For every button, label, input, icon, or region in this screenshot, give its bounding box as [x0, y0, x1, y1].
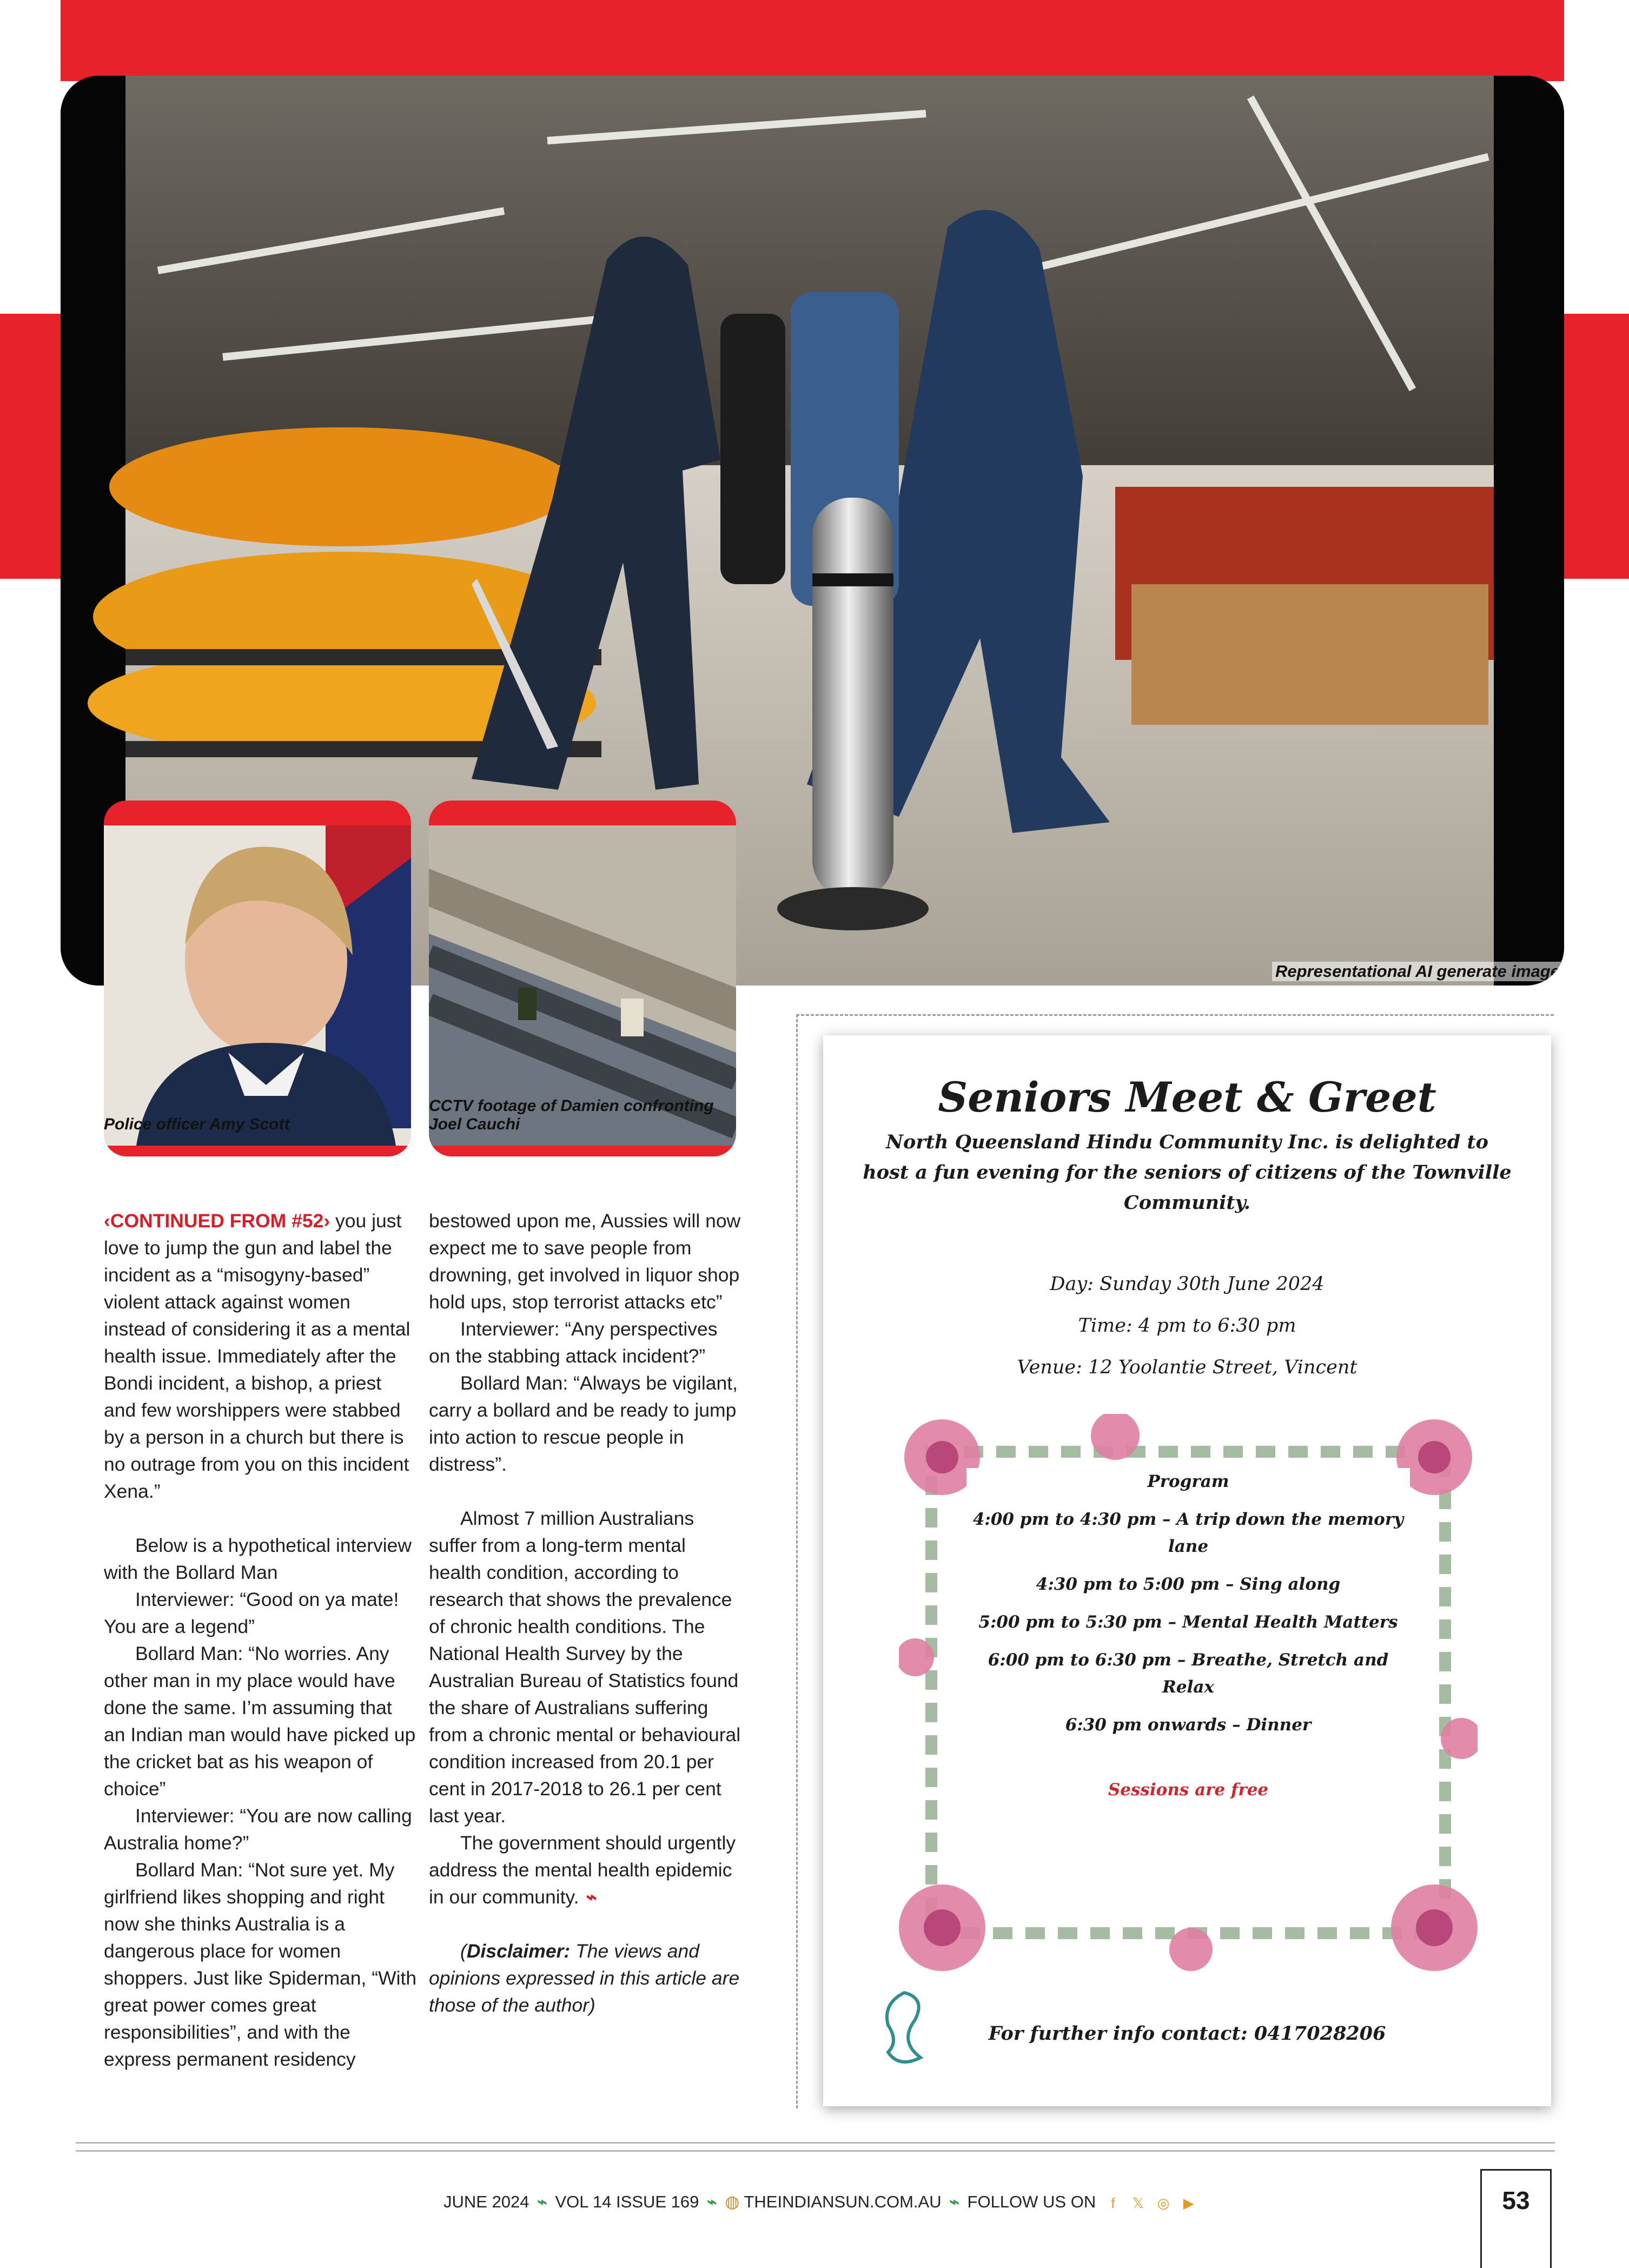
- article-paragraph: ‹CONTINUED FROM #52› you just love to jump the gun and label the incident as a “misogyny-based” violent attack against women instead of considering it as a mental health issue. Immediately after the Bondi incident, a bishop, a priest and few worshippers were stabbed by a person in a church but there is no outrage from you on this incident Xena.”: [104, 1210, 410, 1502]
- article-column-left: [104, 1207, 418, 2073]
- article-column-right: [429, 1207, 743, 2019]
- police-officer-photo: [104, 825, 411, 1146]
- flyer-venue: Venue: 12 Yoolantie Street, Vincent: [1017, 1357, 1358, 1378]
- page-number: 53: [1502, 2186, 1530, 2214]
- separator-icon: ⌁: [537, 2192, 547, 2211]
- page-footer: [443, 2192, 1197, 2212]
- inset-caption: CCTV footage of Damien confronting Joel Cauchi: [429, 1097, 714, 1133]
- website-link[interactable]: THEINDIANSUN.COM.AU: [744, 2192, 942, 2211]
- article-paragraph: Interviewer: “Any perspectives on the stabbing attack incident?”: [429, 1318, 718, 1367]
- article-paragraph: Almost 7 million Australians suffer from a long-term mental health condition, according to research that shows the prevalence of chronic health conditions. The National Health Survey by the Australian Bureau of Statistics found the share of Australians suffering from a chronic mental or behavioural condition increased from 20.1 per cent in 2017-2018 to 26.1 per cent last year.: [429, 1507, 741, 1827]
- disclaimer: (Disclaimer: The views and opinions expressed in this article are those of the author): [429, 1940, 740, 2016]
- program-heading: Program: [1147, 1472, 1229, 1491]
- issue-date: JUNE 2024: [443, 2192, 529, 2211]
- x-icon[interactable]: 𝕏: [1132, 2194, 1144, 2211]
- red-top-band: [61, 0, 1564, 81]
- footer-rule: [76, 2142, 1555, 2144]
- inset-photo-card: [104, 801, 411, 1156]
- article-paragraph: Bollard Man: “Not sure yet. My girlfriend likes shopping and right now she thinks Australia is a dangerous place for women shoppers. Just like Spiderman, “With great power comes great responsibilities”, and with the express permanent residency: [104, 1859, 417, 2070]
- program-box: [966, 1468, 1410, 1814]
- article-paragraph: Interviewer: “You are now calling Australia home?”: [104, 1805, 412, 1854]
- flyer-contact: For further info contact: 0417028206: [988, 2022, 1386, 2045]
- follow-label: FOLLOW US ON: [967, 2192, 1096, 2211]
- article-paragraph: The government should urgently address the mental health epidemic in our community. ⌁: [429, 1832, 736, 1908]
- issue-volume: VOL 14 ISSUE 169: [555, 2192, 699, 2211]
- end-mark-icon: ⌁: [584, 1886, 596, 1908]
- article-paragraph: Interviewer: “Good on ya mate! You are a legend”: [104, 1589, 399, 1637]
- globe-icon: ◍: [725, 2192, 740, 2211]
- youtube-icon[interactable]: ▶: [1183, 2194, 1194, 2211]
- flyer-time: Time: 4 pm to 6:30 pm: [1078, 1315, 1296, 1337]
- program-item: 4:00 pm to 4:30 pm – A trip down the memory lane: [972, 1510, 1404, 1556]
- program-item: 6:00 pm to 6:30 pm – Breathe, Stretch and Relax: [988, 1650, 1389, 1697]
- page-number-box: [1480, 2169, 1552, 2268]
- footer-rule: [76, 2150, 1555, 2152]
- hero-caption: Representational AI generate image: [1272, 962, 1563, 981]
- instagram-icon[interactable]: ◎: [1157, 2194, 1170, 2211]
- separator-icon: ⌁: [949, 2192, 959, 2211]
- continued-from-link[interactable]: ‹CONTINUED FROM #52›: [104, 1210, 330, 1232]
- flyer-title: Seniors Meet & Greet: [938, 1073, 1436, 1121]
- article-paragraph: Below is a hypothetical interview with the Bollard Man: [104, 1535, 412, 1583]
- inset-photo-card: [429, 801, 736, 1156]
- article-paragraph: Bollard Man: “No worries. Any other man in my place would have done the same. I’m assuming that an Indian man would have picked up the cricket bat as his weapon of choice”: [104, 1643, 416, 1800]
- article-paragraph: Bollard Man: “Always be vigilant, carry a bollard and be ready to jump into action to rescue people in distress”.: [429, 1372, 738, 1475]
- program-item: 4:30 pm to 5:00 pm – Sing along: [1036, 1575, 1341, 1594]
- separator-icon: ⌁: [707, 2192, 717, 2211]
- flyer-intro: North Queensland Hindu Community Inc. is delighted to host a fun evening for the seniors of citizens of the Townville Community.: [863, 1131, 1512, 1214]
- program-item: 6:30 pm onwards – Dinner: [1065, 1715, 1312, 1735]
- flyer-day: Day: Sunday 30th June 2024: [1050, 1273, 1325, 1295]
- inset-caption: Police officer Amy Scott: [104, 1115, 290, 1133]
- free-note: Sessions are free: [1108, 1780, 1269, 1800]
- article-paragraph: bestowed upon me, Aussies will now expect me to save people from drowning, get involved in liquor shop hold ups, stop terrorist attacks etc”: [429, 1210, 741, 1313]
- seniors-flyer: [823, 1035, 1551, 2106]
- facebook-icon[interactable]: f: [1111, 2194, 1115, 2211]
- program-item: 5:00 pm to 5:30 pm – Mental Health Matters: [978, 1612, 1398, 1632]
